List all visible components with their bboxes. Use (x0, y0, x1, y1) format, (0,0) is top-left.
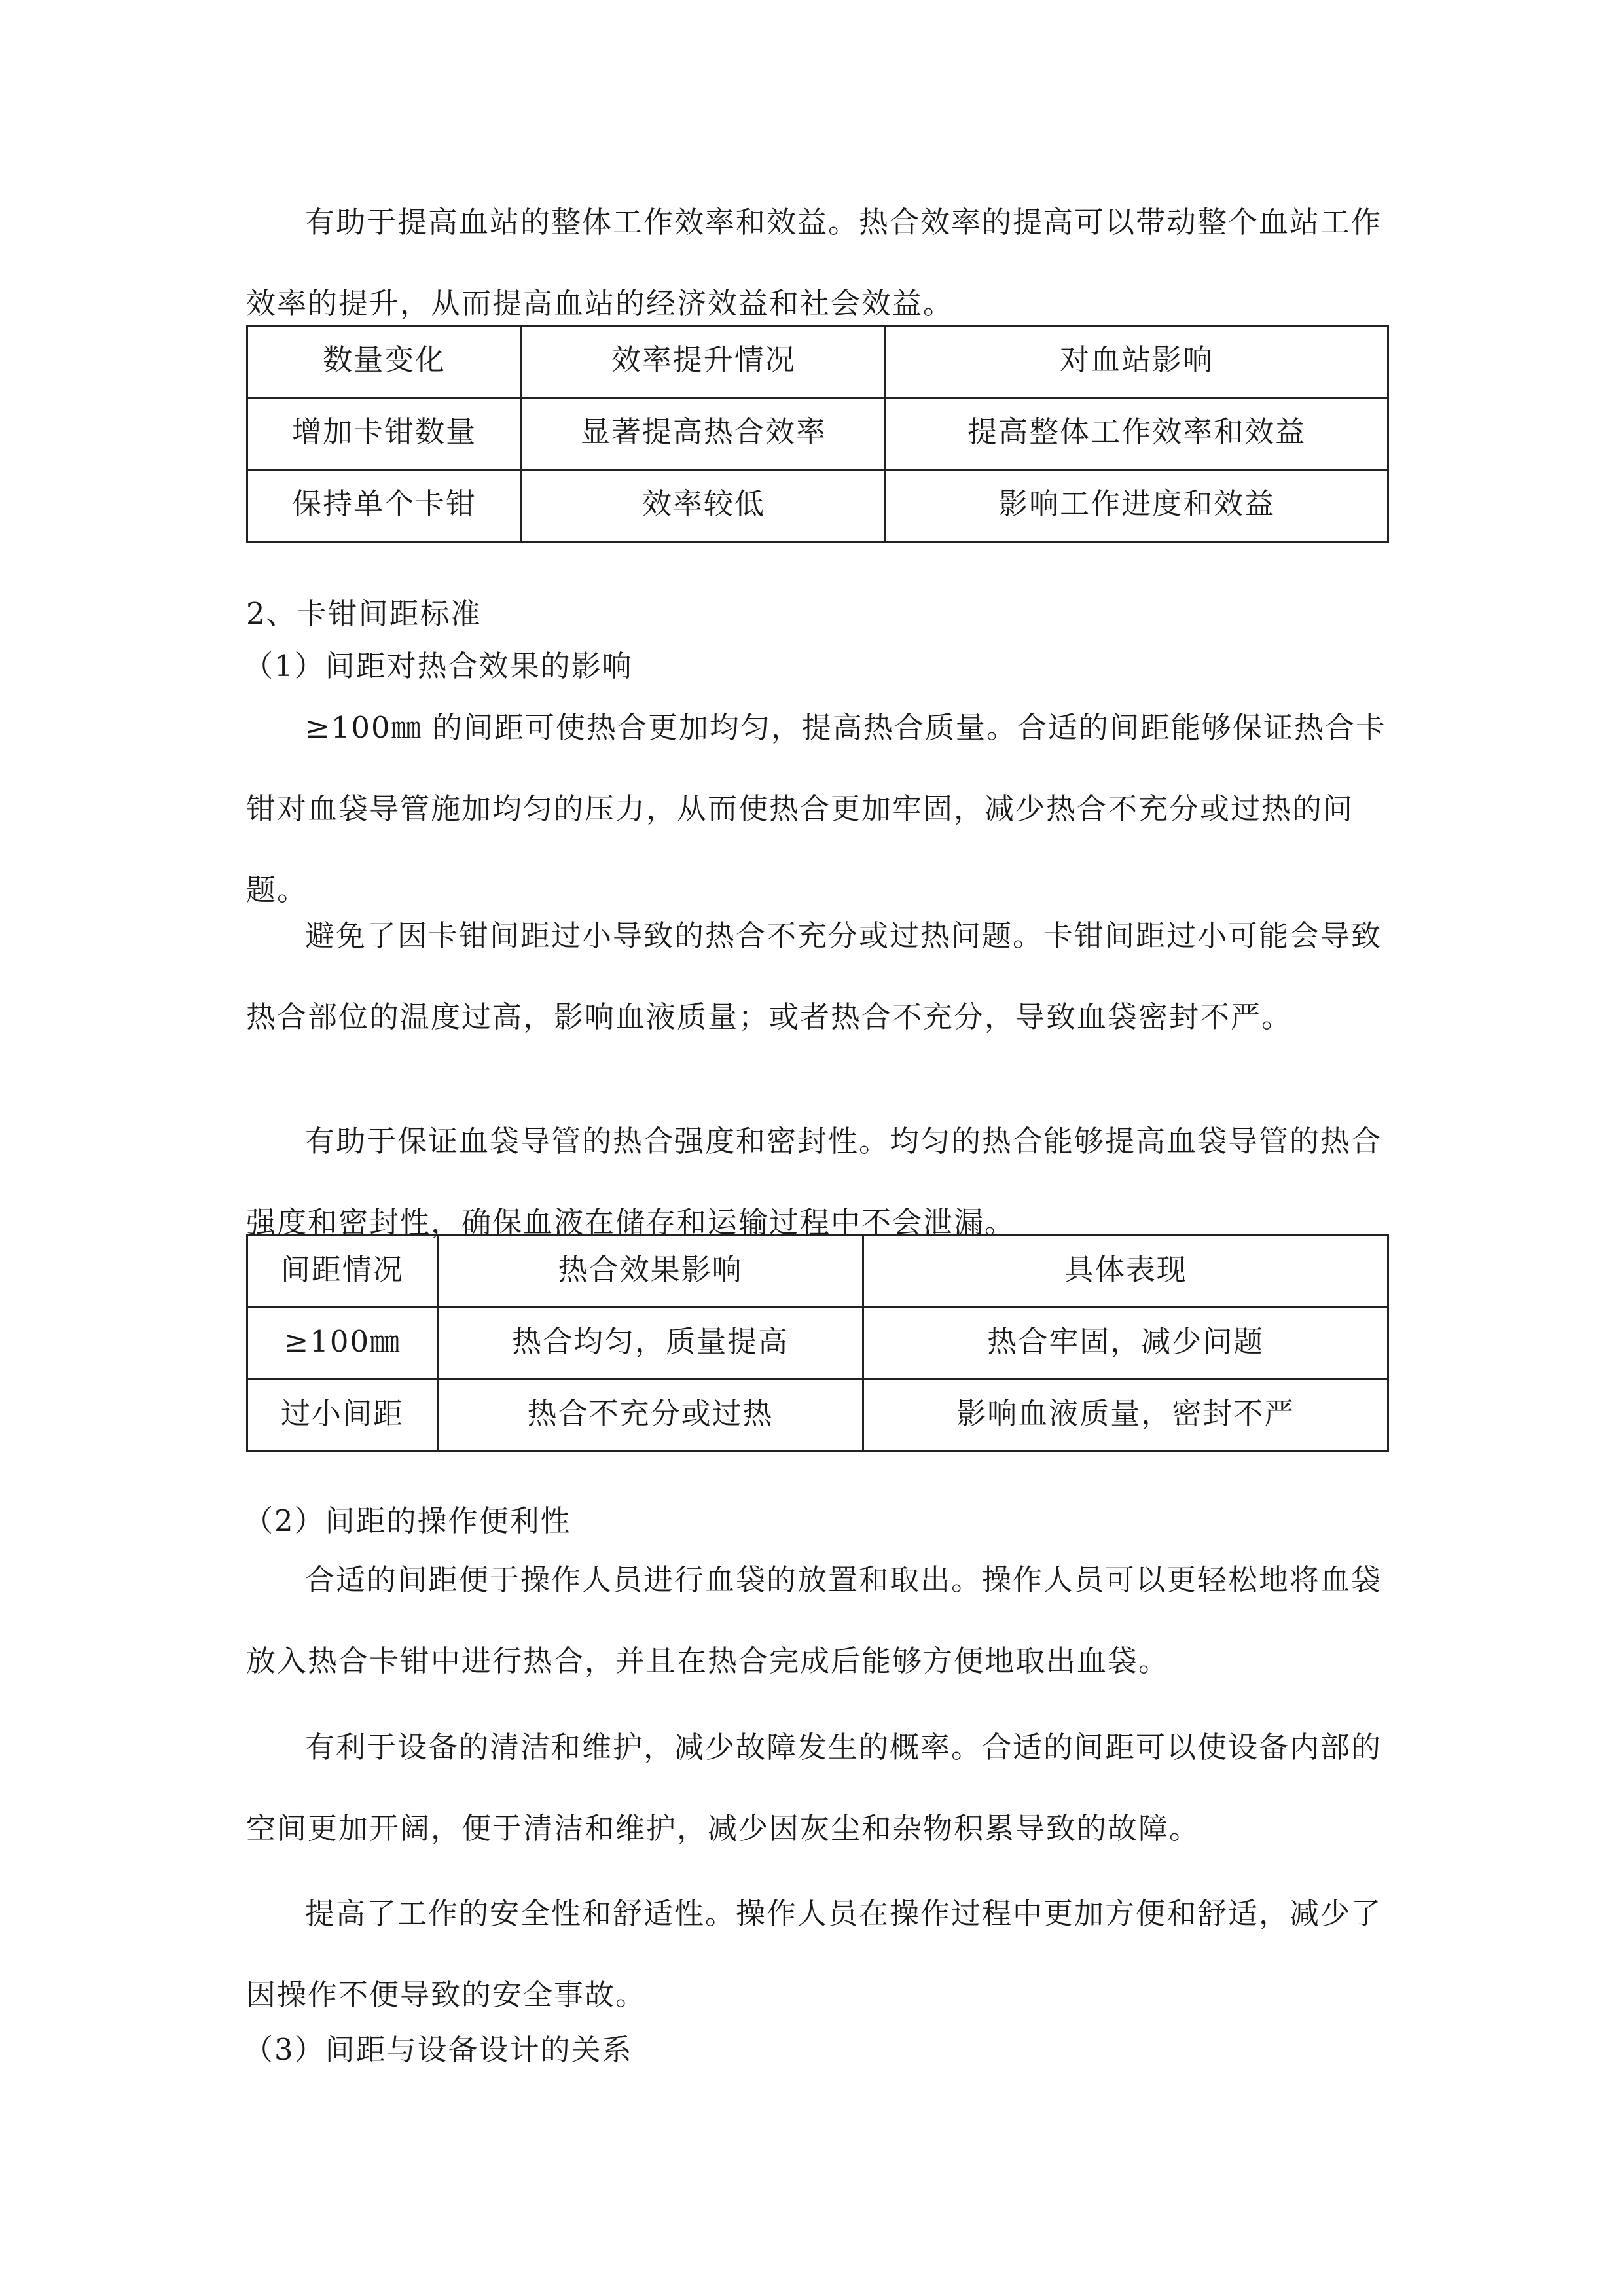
section-heading-clamp-spacing: 2、卡钳间距标准 (246, 596, 482, 631)
paragraph-placement-removal: 合适的间距便于操作人员进行血袋的放置和取出。操作人员可以更轻松地将血袋放入热合卡钳中进行热合，并且在热合完成后能够方便地取出血袋。 (246, 1562, 1382, 1678)
table-cell: 过小间距 (247, 1380, 438, 1452)
table-cell: 热合不充分或过热 (437, 1380, 863, 1452)
table-cell: 热合牢固，减少问题 (863, 1308, 1388, 1380)
table-clamp-quantity (246, 325, 1389, 543)
table-header-row (247, 326, 1388, 398)
table-header-cell: 对血站影响 (886, 326, 1388, 398)
table-cell: 热合均匀，质量提高 (437, 1308, 863, 1380)
subheading-operation-convenience: （2）间距的操作便利性 (244, 1503, 571, 1538)
paragraph-sealing-strength: 有助于保证血袋导管的热合强度和密封性。均匀的热合能够提高血袋导管的热合强度和密封性，确保血液在储存和运输过程中不会泄漏。 (246, 1124, 1382, 1240)
table-header-cell: 热合效果影响 (437, 1236, 863, 1308)
subheading-spacing-design: （3）间距与设备设计的关系 (244, 2032, 633, 2067)
table-row (247, 470, 1388, 542)
table-header-cell: 数量变化 (247, 326, 522, 398)
paragraph-spacing-uniformity: ≥100㎜ 的间距可使热合更加均匀，提高热合质量。合适的间距能够保证热合卡钳对血袋导管施加均匀的压力，从而使热合更加牢固，减少热合不充分或过热的问题。 (246, 710, 1386, 907)
paragraph-avoid-small-spacing: 避免了因卡钳间距过小导致的热合不充分或过热问题。卡钳间距过小可能会导致热合部位的温度过高，影响血液质量；或者热合不充分，导致血袋密封不严。 (246, 918, 1382, 1034)
table-cell: 效率较低 (522, 470, 886, 542)
table-row (247, 1380, 1388, 1452)
table-cell: ≥100㎜ (247, 1308, 438, 1380)
table-cell: 影响血液质量，密封不严 (863, 1380, 1388, 1452)
table-header-cell: 具体表现 (863, 1236, 1388, 1308)
table-header-cell: 间距情况 (247, 1236, 438, 1308)
table-header-cell: 效率提升情况 (522, 326, 886, 398)
table-header-row (247, 1236, 1388, 1308)
table-cell: 增加卡钳数量 (247, 398, 522, 470)
table-row (247, 398, 1388, 470)
table-cell: 影响工作进度和效益 (886, 470, 1388, 542)
table-row (247, 1308, 1388, 1380)
table-cell: 提高整体工作效率和效益 (886, 398, 1388, 470)
paragraph-safety-comfort: 提高了工作的安全性和舒适性。操作人员在操作过程中更加方便和舒适，减少了因操作不便导致的安全事故。 (246, 1896, 1382, 2012)
paragraph-efficiency-benefit: 有助于提高血站的整体工作效率和效益。热合效率的提高可以带动整个血站工作效率的提升，从而提高血站的经济效益和社会效益。 (246, 205, 1382, 321)
table-cell: 显著提高热合效率 (522, 398, 886, 470)
paragraph-cleaning-maintenance: 有利于设备的清洁和维护，减少故障发生的概率。合适的间距可以使设备内部的空间更加开阔，便于清洁和维护，减少因灰尘和杂物积累导致的故障。 (246, 1730, 1382, 1846)
subheading-spacing-effect: （1）间距对热合效果的影响 (244, 649, 633, 683)
table-spacing-effects (246, 1234, 1389, 1452)
table-cell: 保持单个卡钳 (247, 470, 522, 542)
